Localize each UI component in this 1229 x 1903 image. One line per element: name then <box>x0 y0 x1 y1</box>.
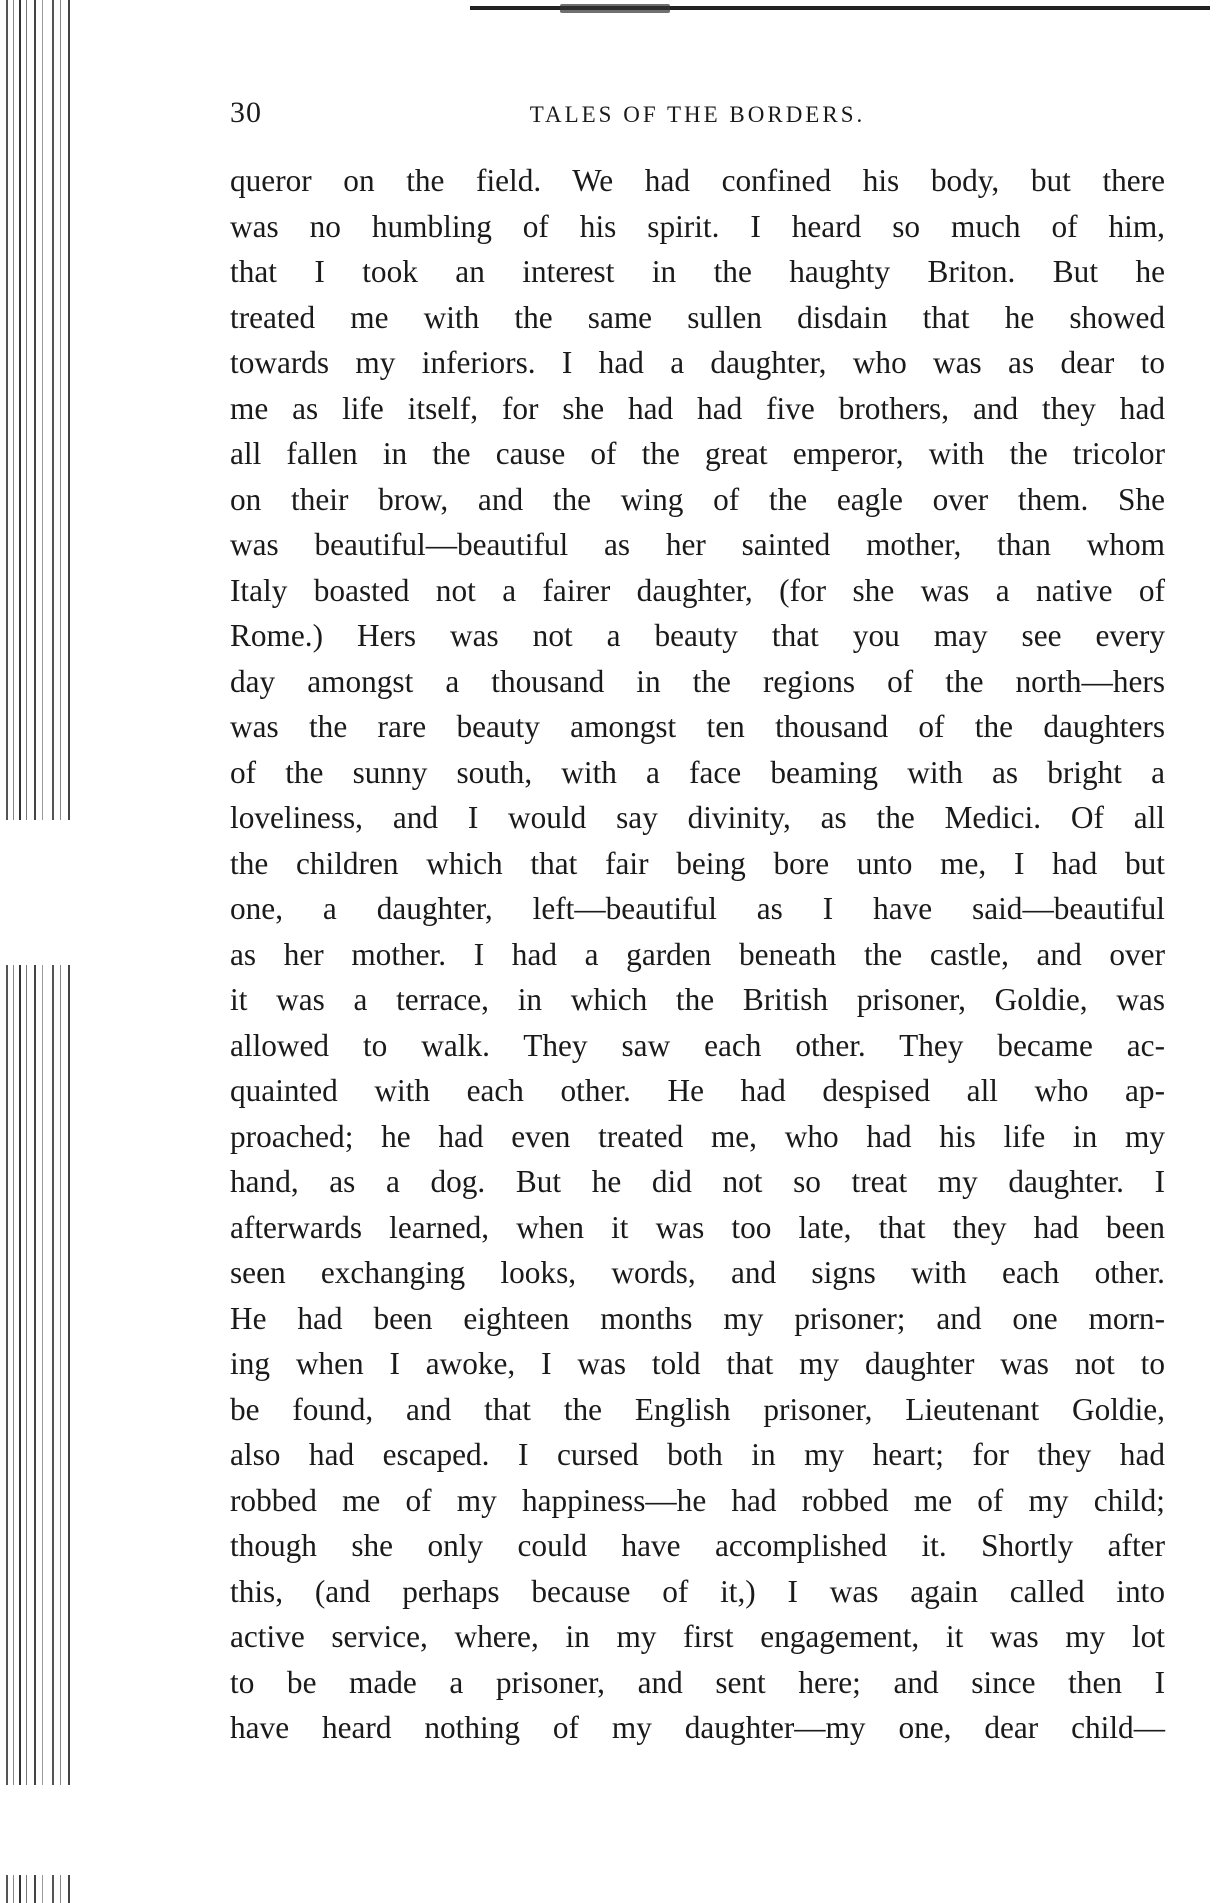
text-line: was beautiful—beautiful as her sainted mother, than whom <box>230 527 1165 562</box>
text-line: to be made a prisoner, and sent here; and since then I <box>230 1664 1165 1700</box>
text-line: the children which that fair being bore unto me, I had but <box>230 845 1165 881</box>
text-line: queror on the field. We had confined his body, but there <box>230 163 1165 198</box>
text-line: afterwards learned, when it was too late, that they had been <box>230 1209 1165 1245</box>
text-line: He had been eighteen months my prisoner; and one morn- <box>230 1300 1165 1336</box>
text-line: as her mother. I had a garden beneath the castle, and over <box>230 936 1165 972</box>
text-line: Italy boasted not a fairer daughter, (for she was a native of <box>230 572 1165 608</box>
text-line: seen exchanging looks, words, and signs with each other. <box>230 1255 1165 1290</box>
text-line: this, (and perhaps because of it,) I was again called into <box>230 1573 1165 1609</box>
text-line: Rome.) Hers was not a beauty that you may see every <box>230 618 1165 653</box>
text-line: towards my inferiors. I had a daughter, who was as dear to <box>230 345 1165 380</box>
text-line: all fallen in the cause of the great emperor, with the tricolor <box>230 436 1165 471</box>
text-line: one, a daughter, left—beautiful as I have said—beautiful <box>230 891 1165 926</box>
text-line: treated me with the same sullen disdain that he showed <box>230 299 1165 335</box>
text-line: have heard nothing of my daughter—my one, dear child— <box>230 1710 1165 1745</box>
book-page <box>230 96 1165 1751</box>
text-line: was no humbling of his spirit. I heard so much of him, <box>230 208 1165 244</box>
page-number: 30 <box>230 96 262 129</box>
binding-edge-lower <box>0 965 78 1785</box>
text-line: also had escaped. I cursed both in my heart; for they had <box>230 1437 1165 1472</box>
text-line: that I took an interest in the haughty Briton. But he <box>230 254 1165 289</box>
text-line: ing when I awoke, I was told that my daughter was not to <box>230 1346 1165 1381</box>
running-title: TALES OF THE BORDERS. <box>529 102 866 127</box>
text-line: me as life itself, for she had had five brothers, and they had <box>230 390 1165 426</box>
text-line: be found, and that the English prisoner, Lieutenant Goldie, <box>230 1391 1165 1427</box>
text-line: it was a terrace, in which the British prisoner, Goldie, was <box>230 982 1165 1017</box>
text-line: allowed to walk. They saw each other. They became ac- <box>230 1027 1165 1063</box>
ink-smudge <box>560 4 670 13</box>
text-line: though she only could have accomplished it. Shortly after <box>230 1528 1165 1563</box>
text-line: on their brow, and the wing of the eagle over them. She <box>230 481 1165 517</box>
text-line: active service, where, in my first engagement, it was my lot <box>230 1619 1165 1654</box>
text-line: proached; he had even treated me, who had his life in my <box>230 1118 1165 1154</box>
text-line: hand, as a dog. But he did not so treat my daughter. I <box>230 1164 1165 1199</box>
binding-edge-upper <box>0 0 78 820</box>
text-line: was the rare beauty amongst ten thousand of the daughters <box>230 709 1165 744</box>
text-line: day amongst a thousand in the regions of the north—hers <box>230 663 1165 699</box>
body-paragraph <box>230 158 1165 1751</box>
binding-edge-bottom <box>0 1875 76 1903</box>
text-line: quainted with each other. He had despised all who ap- <box>230 1073 1165 1108</box>
text-line: of the sunny south, with a face beaming with as bright a <box>230 754 1165 790</box>
text-line: loveliness, and I would say divinity, as the Medici. Of all <box>230 800 1165 835</box>
text-line: robbed me of my happiness—he had robbed me of my child; <box>230 1482 1165 1518</box>
running-head <box>230 96 1165 136</box>
